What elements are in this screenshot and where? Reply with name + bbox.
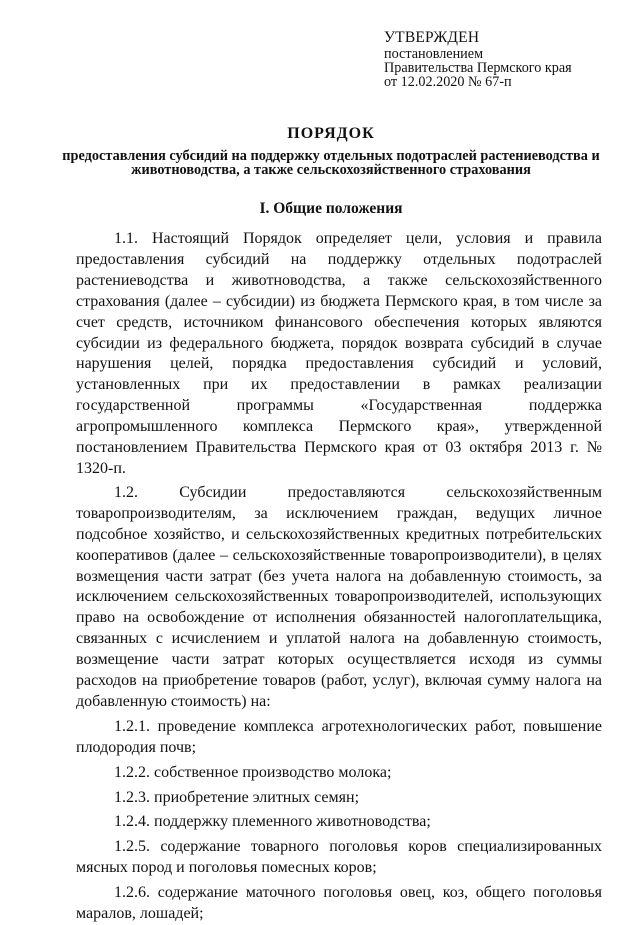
approval-stamp: [384, 29, 634, 89]
approval-heading: УТВЕРЖДЕН: [384, 29, 480, 46]
list-item-1-2-6: 1.2.6. содержание маточного поголовья овец, коз, общего поголовья маралов, лошадей;: [76, 884, 602, 923]
paragraph-1-2: 1.2. Субсидии предоставляются сельскохозяйственным товаропроизводителям, за исключением граждан, ведущих личное подсобное хозяйство, и сельскохозяйственных кредитных потребительских кооперативов (далее – сельскохозяйственные товаропроизводители), в целях возмещения части затрат (без учета налога на добавленную стоимость, за исключением сельскохозяйственных товаропроизводителей, использующих право на освобождение от исполнения обязанностей налогоплательщика, связанных с исчислением и уплатой налога на добавленную стоимость, возмещение части затрат которых осуществляется исходя из суммы расходов на приобретение товаров (работ, услуг), включая сумму налога на добавленную стоимость) на:: [76, 483, 602, 710]
list-item-1-2-2: 1.2.2. собственное производство молока;: [114, 763, 392, 781]
document-subtitle: предоставления субсидий на поддержку отдельных подотраслей растениеводства и животноводства, а также сельскохозяйственного страхования: [62, 148, 600, 178]
document-body: [76, 229, 602, 925]
approval-line: постановлением: [384, 46, 484, 62]
document-title: ПОРЯДОК: [287, 125, 375, 142]
approval-line: от 12.02.2020 № 67-п: [384, 74, 512, 90]
list-item-1-2-4: 1.2.4. поддержку племенного животноводства;: [114, 813, 431, 831]
paragraph-1-1: 1.1. Настоящий Порядок определяет цели, условия и правила предоставления субсидий на поддержку отдельных подотраслей растениеводства и животноводства, а также сельскохозяйственного страхования (далее – субсидии) из бюджета Пермского края, в том числе за счет средств, источником финансового обеспечения которых являются субсидии из федерального бюджета, порядок возврата субсидий в случае нарушения целей, порядка предоставления субсидий и условий, установленных при их предоставлении в рамках реализации государственной программы «Государственная поддержка агропромышленного комплекса Пермского края», утвержденной постановлением Правительства Пермского края от 03 октября 2013 г. № 1320-п.: [76, 230, 602, 477]
approval-line: Правительства Пермского края: [384, 60, 572, 76]
list-item-1-2-3: 1.2.3. приобретение элитных семян;: [114, 788, 360, 806]
section-heading: I. Общие положения: [259, 200, 403, 217]
list-item-1-2-5: 1.2.5. содержание товарного поголовья коров специализированных мясных пород и поголовья помесных коров;: [76, 838, 602, 877]
list-item-1-2-1: 1.2.1. проведение комплекса агротехнологических работ, повышение плодородия почв;: [76, 717, 602, 756]
